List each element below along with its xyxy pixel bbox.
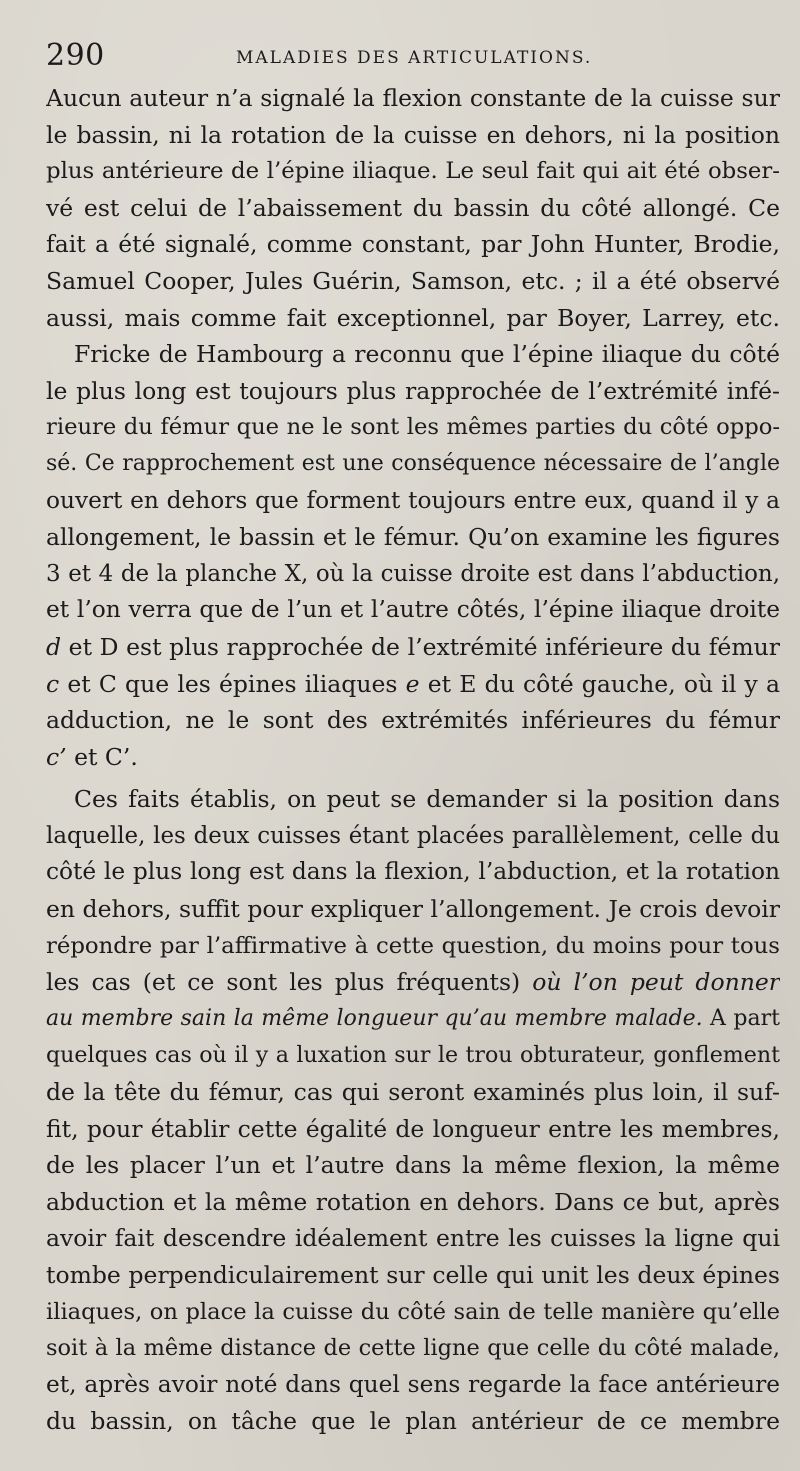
text-line: fit, pour établir cette égalité de longueur entre les membres,: [46, 1114, 780, 1143]
text-line: abduction et la même rotation en dehors. Dans ce but, après: [46, 1187, 780, 1216]
text-line: Samuel Cooper, Jules Guérin, Samson, etc. ; il a été observé: [46, 266, 780, 295]
italic-letter: c’: [46, 742, 67, 771]
page-number: 290: [46, 38, 105, 73]
text-line: ouvert en dehors que forment toujours entre eux, quand il y a: [46, 486, 780, 514]
line-fragment: et C que les épines iliaques: [59, 669, 406, 698]
text-line: côté le plus long est dans la flexion, l’abduction, et la rotation: [46, 858, 780, 886]
line-fragment: et E du côté gauche, où il y a: [419, 669, 780, 698]
text-line: [46, 964, 780, 1001]
text-line: [46, 1001, 780, 1038]
text-line: le bassin, ni la rotation de la cuisse en dehors, ni la position: [46, 120, 780, 149]
line-fragment: les cas (et ce sont les plus fréquents): [46, 968, 533, 997]
text-line: aussi, mais comme fait exceptionnel, par Boyer, Larrey, etc.: [46, 303, 780, 332]
text-line: soit à la même distance de cette ligne que celle du côté malade,: [46, 1335, 780, 1362]
italic-letter: d: [46, 632, 62, 661]
text-line: répondre par l’affirmative à cette question, du moins pour tous: [46, 932, 780, 959]
text-line: et, après avoir noté dans quel sens regarde la face antérieure: [46, 1370, 780, 1398]
text-line: fait a été signalé, comme constant, par John Hunter, Brodie,: [46, 230, 780, 259]
text-line: laquelle, les deux cuisses étant placées parallèlement, celle du: [46, 822, 780, 849]
paragraph-2: [46, 336, 780, 775]
text-line: le plus long est toujours plus rapprochée de l’extrémité infé-: [46, 376, 780, 405]
text-line: avoir fait descendre idéalement entre les cuisses la ligne qui: [46, 1224, 780, 1253]
text-line: de la tête du fémur, cas qui seront examinés plus loin, il suf-: [46, 1078, 780, 1107]
text-line: du bassin, on tâche que le plan antérieur de ce membre: [46, 1407, 780, 1436]
italic-letter: e: [405, 669, 420, 698]
text-line: rieure du fémur que ne le sont les mêmes parties du côté oppo-: [46, 414, 780, 441]
paragraph-1: [46, 80, 780, 336]
text-line: [46, 666, 780, 703]
line-fragment: et D est plus rapprochée de l’extrémité inférieure du fémur: [61, 632, 780, 661]
line-fragment: et C’.: [66, 742, 138, 771]
text-line: de les placer l’un et l’autre dans la même flexion, la même: [46, 1151, 780, 1180]
text-line: [46, 739, 780, 776]
text-line: Fricke de Hambourg a reconnu que l’épine iliaque du côté: [74, 340, 780, 369]
text-line: sé. Ce rapprochement est une conséquence nécessaire de l’angle: [46, 450, 780, 476]
running-title: MALADIES DES ARTICULATIONS.: [236, 48, 593, 68]
paragraph-3: [46, 781, 780, 1440]
text-line: vé est celui de l’abaissement du bassin du côté allongé. Ce: [46, 193, 780, 222]
text-line: et l’on verra que de l’un et l’autre côtés, l’épine iliaque droite: [46, 596, 780, 624]
text-line: quelques cas où il y a luxation sur le trou obturateur, gonflement: [46, 1042, 780, 1069]
text-line: Ces faits établis, on peut se demander si la position dans: [74, 785, 780, 814]
text-line: iliaques, on place la cuisse du côté sain de telle manière qu’elle: [46, 1298, 780, 1325]
text-body: [46, 80, 780, 1440]
text-line: allongement, le bassin et le fémur. Qu’on examine les figures: [46, 523, 780, 552]
italic-phrase: où l’on peut donner: [532, 968, 780, 997]
line-fragment: A part: [702, 1005, 780, 1031]
text-line: plus antérieure de l’épine iliaque. Le seul fait qui ait été obser-: [46, 158, 780, 185]
italic-phrase: au membre sain la même longueur qu’au membre malade.: [46, 1005, 703, 1031]
text-line: adduction, ne le sont des extrémités inférieures du fémur: [46, 706, 780, 735]
text-line: 3 et 4 de la planche X, où la cuisse droite est dans l’abduction,: [46, 560, 780, 587]
running-head: [46, 36, 780, 76]
italic-letter: c: [46, 669, 60, 698]
text-line: [46, 629, 780, 666]
text-line: Aucun auteur n’a signalé la flexion constante de la cuisse sur: [46, 84, 780, 112]
text-line: tombe perpendiculairement sur celle qui unit les deux épines: [46, 1261, 780, 1289]
text-line: en dehors, suffit pour expliquer l’allongement. Je crois devoir: [46, 895, 780, 924]
